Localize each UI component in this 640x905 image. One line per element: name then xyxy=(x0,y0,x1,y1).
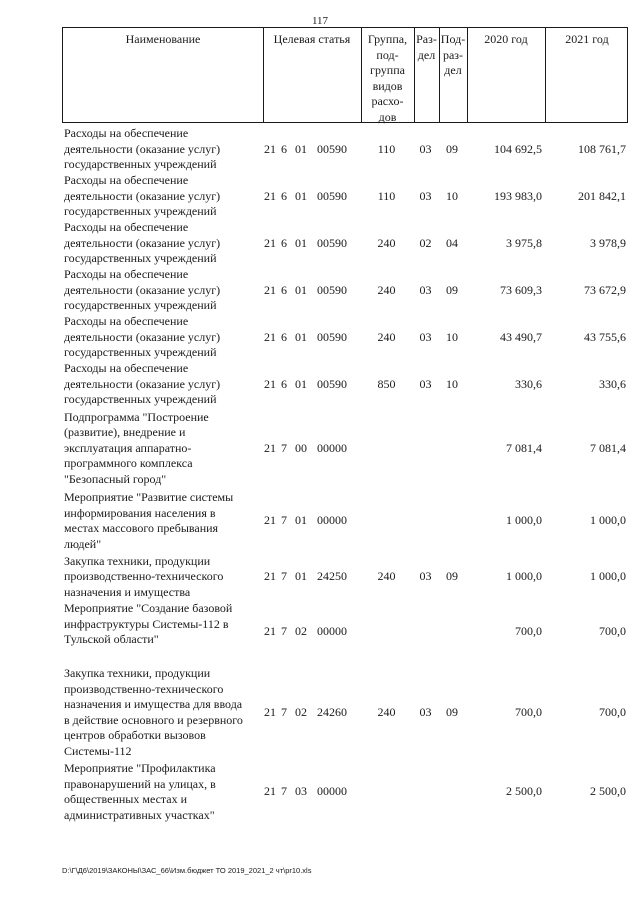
row-value-2021: 330,6 xyxy=(599,376,626,391)
row-section: 03 xyxy=(419,282,432,297)
page-number: 117 xyxy=(311,15,329,27)
target-part: 6 xyxy=(281,188,287,203)
target-part: 02 xyxy=(295,624,307,638)
row-value-2020: 700,0 xyxy=(515,704,542,719)
row-target xyxy=(262,441,360,457)
target-part: 6 xyxy=(281,329,287,344)
target-part: 6 xyxy=(281,235,287,250)
table-header xyxy=(62,27,628,123)
table-row xyxy=(62,361,628,408)
target-part: 21 xyxy=(264,141,276,156)
row-name: Подпрограмма "Построение (развитие), внедрение и эксплуатация аппаратно- программного комплекса "Безопасный город" xyxy=(64,409,209,486)
row-group: 240 xyxy=(377,704,396,719)
table-row xyxy=(62,267,628,314)
table-row xyxy=(62,601,628,665)
target-part: 21 xyxy=(264,513,276,528)
row-value-2020: 7 081,4 xyxy=(506,440,542,455)
target-part: 21 xyxy=(264,784,276,799)
row-name: Расходы на обеспечение деятельности (оказание услуг) государственных учреждений xyxy=(64,314,221,360)
row-section: 03 xyxy=(419,376,432,391)
target-part: 7 xyxy=(281,569,287,584)
table-row xyxy=(62,760,628,824)
row-value-2021: 3 978,9 xyxy=(590,235,626,250)
target-part: 01 xyxy=(295,569,307,584)
target-part: 01 xyxy=(295,513,307,528)
row-target xyxy=(262,330,360,346)
row-value-2020: 3 975,8 xyxy=(506,235,542,250)
row-group: 240 xyxy=(377,235,396,250)
row-value-2021: 1 000,0 xyxy=(590,513,626,528)
row-name: Мероприятие "Создание базовой инфраструктуры Системы-112 в Тульской области" xyxy=(64,601,233,646)
target-part: 00590 xyxy=(317,188,347,203)
row-value-2020: 700,0 xyxy=(515,624,542,638)
row-value-2021: 7 081,4 xyxy=(590,440,626,455)
row-subsection: 09 xyxy=(446,704,458,719)
row-name: Мероприятие "Развитие системы информирования населения в местах массового пребывания людей" xyxy=(64,490,234,551)
target-part: 01 xyxy=(295,141,307,156)
target-part: 03 xyxy=(295,784,307,799)
target-part: 21 xyxy=(264,624,276,638)
row-group: 240 xyxy=(377,282,396,297)
row-value-2021: 1 000,0 xyxy=(590,569,626,584)
header-year-2021: 2021 год xyxy=(565,32,609,46)
target-part: 00590 xyxy=(317,329,347,344)
target-part: 21 xyxy=(264,704,276,719)
row-group: 240 xyxy=(377,569,396,584)
table-row xyxy=(62,220,628,267)
row-value-2020: 193 983,0 xyxy=(494,188,542,203)
row-subsection: 09 xyxy=(446,569,458,584)
target-part: 01 xyxy=(295,188,307,203)
row-section: 03 xyxy=(419,569,432,584)
target-part: 21 xyxy=(264,188,276,203)
target-part: 01 xyxy=(295,282,307,297)
target-part: 21 xyxy=(264,235,276,250)
row-group: 240 xyxy=(377,329,396,344)
row-name: Закупка техники, продукции производственно-технического назначения и имущества xyxy=(64,553,224,599)
target-part: 00590 xyxy=(317,376,347,391)
row-target xyxy=(262,705,360,721)
row-name: Мероприятие "Профилактика правонарушений на улицах, в общественных местах и административных участках" xyxy=(64,761,216,822)
row-subsection: 09 xyxy=(446,141,458,156)
table-body xyxy=(62,126,628,824)
row-value-2020: 2 500,0 xyxy=(506,784,542,799)
header-name: Наименование xyxy=(125,32,201,46)
target-part: 00590 xyxy=(317,282,347,297)
target-part: 00000 xyxy=(317,784,347,799)
row-subsection: 10 xyxy=(446,329,458,344)
target-part: 7 xyxy=(281,440,287,455)
target-part: 21 xyxy=(264,440,276,455)
row-target xyxy=(262,624,360,640)
row-group: 110 xyxy=(377,188,396,203)
target-part: 21 xyxy=(264,569,276,584)
row-value-2020: 73 609,3 xyxy=(500,282,542,297)
target-part: 21 xyxy=(264,329,276,344)
header-subsection: Под- раз- дел xyxy=(440,32,466,77)
target-part: 02 xyxy=(295,704,307,719)
table-row xyxy=(62,314,628,361)
row-group: 110 xyxy=(377,141,396,156)
row-target xyxy=(262,513,360,529)
table-row xyxy=(62,489,628,553)
row-value-2021: 73 672,9 xyxy=(584,282,626,297)
row-value-2020: 330,6 xyxy=(515,376,542,391)
row-subsection: 04 xyxy=(446,235,458,250)
target-part: 6 xyxy=(281,376,287,391)
row-name: Расходы на обеспечение деятельности (оказание услуг) государственных учреждений xyxy=(64,173,221,219)
row-value-2021: 108 761,7 xyxy=(578,141,626,156)
row-name: Расходы на обеспечение деятельности (оказание услуг) государственных учреждений xyxy=(64,126,221,172)
row-name: Закупка техники, продукции производственно-технического назначения и имущества для ввода в действие основного и резервного центров обработки вызовов Системы-112 xyxy=(64,666,243,758)
target-part: 7 xyxy=(281,784,287,799)
table-row xyxy=(62,126,628,173)
row-name: Расходы на обеспечение деятельности (оказание услуг) государственных учреждений xyxy=(64,220,221,266)
target-part: 6 xyxy=(281,141,287,156)
row-name: Расходы на обеспечение деятельности (оказание услуг) государственных учреждений xyxy=(64,361,221,407)
row-value-2020: 1 000,0 xyxy=(506,513,542,528)
table-row xyxy=(62,665,628,760)
target-part: 7 xyxy=(281,704,287,719)
target-part: 00590 xyxy=(317,141,347,156)
row-target xyxy=(262,377,360,393)
header-group: Группа, под- группа видов расхо- дов xyxy=(367,32,408,124)
row-target xyxy=(262,142,360,158)
table-row xyxy=(62,553,628,601)
row-section: 03 xyxy=(419,141,432,156)
target-part: 00000 xyxy=(317,440,347,455)
table-row xyxy=(62,408,628,489)
file-path-footer: D:\Г\Д6\2019\ЗАКОНЫ\ЗАС_66\Изм.бюджет ТО 2019_2021_2 чт\pr10.xls xyxy=(62,866,312,875)
row-subsection: 10 xyxy=(446,188,458,203)
row-target xyxy=(262,569,360,585)
target-part: 01 xyxy=(295,376,307,391)
header-year-2020: 2020 год xyxy=(484,32,528,46)
row-value-2021: 700,0 xyxy=(599,704,626,719)
target-part: 21 xyxy=(264,282,276,297)
row-value-2021: 2 500,0 xyxy=(590,784,626,799)
target-part: 00000 xyxy=(317,513,347,528)
row-value-2020: 104 692,5 xyxy=(494,141,542,156)
target-part: 00590 xyxy=(317,235,347,250)
row-target xyxy=(262,283,360,299)
target-part: 24260 xyxy=(317,704,347,719)
row-section: 03 xyxy=(419,704,432,719)
row-group: 850 xyxy=(377,376,396,391)
target-part: 7 xyxy=(281,513,287,528)
target-part: 7 xyxy=(281,624,287,638)
target-part: 21 xyxy=(264,376,276,391)
row-target xyxy=(262,189,360,205)
row-section: 02 xyxy=(419,235,432,250)
row-section: 03 xyxy=(419,188,432,203)
row-name: Расходы на обеспечение деятельности (оказание услуг) государственных учреждений xyxy=(64,267,221,313)
row-target xyxy=(262,784,360,800)
row-value-2021: 700,0 xyxy=(599,624,626,638)
target-part: 00000 xyxy=(317,624,347,638)
header-target: Целевая статья xyxy=(273,32,351,46)
row-value-2021: 43 755,6 xyxy=(584,329,626,344)
target-part: 24250 xyxy=(317,569,347,584)
row-subsection: 09 xyxy=(446,282,458,297)
row-subsection: 10 xyxy=(446,376,458,391)
row-value-2021: 201 842,1 xyxy=(578,188,626,203)
row-target xyxy=(262,236,360,252)
target-part: 6 xyxy=(281,282,287,297)
header-section: Раз- дел xyxy=(416,32,437,62)
row-section: 03 xyxy=(419,329,432,344)
table-row xyxy=(62,173,628,220)
row-value-2020: 43 490,7 xyxy=(500,329,542,344)
row-value-2020: 1 000,0 xyxy=(506,569,542,584)
target-part: 00 xyxy=(295,440,307,455)
target-part: 01 xyxy=(295,329,307,344)
target-part: 01 xyxy=(295,235,307,250)
